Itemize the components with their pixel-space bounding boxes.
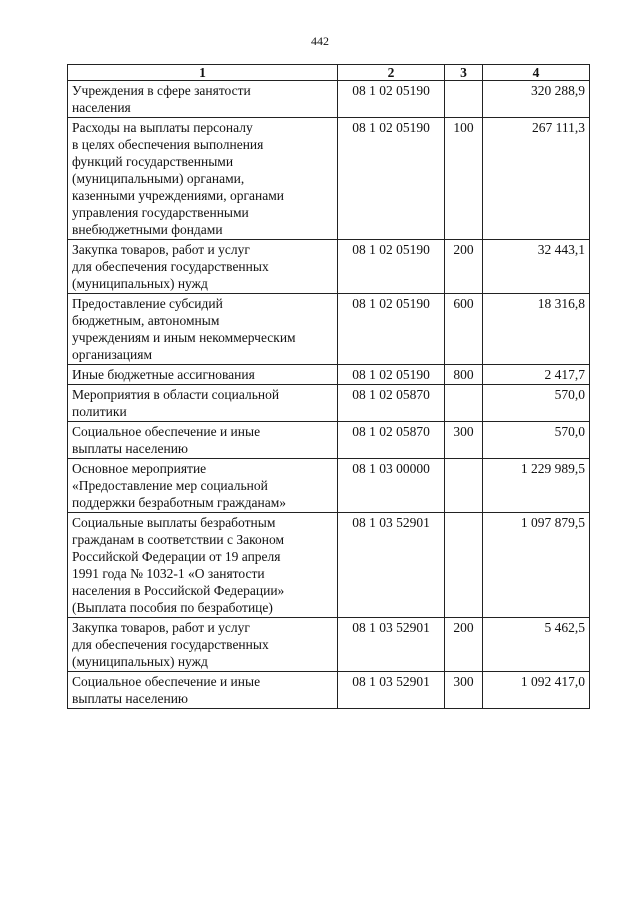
table-row <box>68 81 590 118</box>
column-header-2: 2 <box>338 65 445 81</box>
row-vr-cell: 600 <box>445 294 483 365</box>
row-name-cell: Социальное обеспечение и иные выплаты населению <box>68 672 338 709</box>
row-vr-cell <box>445 81 483 118</box>
row-vr-cell <box>445 513 483 618</box>
column-header-3: 3 <box>445 65 483 81</box>
row-code-cell: 08 1 02 05190 <box>338 81 445 118</box>
table-row <box>68 459 590 513</box>
row-vr-cell: 200 <box>445 618 483 672</box>
row-name-cell: Учреждения в сфере занятости населения <box>68 81 338 118</box>
row-amount-cell: 1 092 417,0 <box>483 672 590 709</box>
row-name-cell: Иные бюджетные ассигнования <box>68 365 338 385</box>
table-row <box>68 422 590 459</box>
table-header-row <box>68 65 590 81</box>
row-code-cell: 08 1 03 00000 <box>338 459 445 513</box>
row-vr-cell: 300 <box>445 672 483 709</box>
row-vr-cell: 200 <box>445 240 483 294</box>
row-code-cell: 08 1 02 05190 <box>338 240 445 294</box>
row-name-cell: Социальные выплаты безработным гражданам в соответствии с Законом Российской Федерации от 19 апреля 1991 года № 1032-1 «О занятости населения в Российской Федерации» (Выплата пособия по безработице) <box>68 513 338 618</box>
row-code-cell: 08 1 02 05190 <box>338 294 445 365</box>
row-code-cell: 08 1 02 05870 <box>338 422 445 459</box>
row-amount-cell: 18 316,8 <box>483 294 590 365</box>
row-amount-cell: 1 097 879,5 <box>483 513 590 618</box>
row-vr-cell: 300 <box>445 422 483 459</box>
row-amount-cell: 570,0 <box>483 385 590 422</box>
table-row <box>68 672 590 709</box>
table-row <box>68 385 590 422</box>
table-row <box>68 118 590 240</box>
budget-table <box>67 64 590 709</box>
row-amount-cell: 320 288,9 <box>483 81 590 118</box>
row-amount-cell: 32 443,1 <box>483 240 590 294</box>
column-header-1: 1 <box>68 65 338 81</box>
row-vr-cell <box>445 459 483 513</box>
row-name-cell: Основное мероприятие «Предоставление мер социальной поддержки безработным гражданам» <box>68 459 338 513</box>
row-name-cell: Социальное обеспечение и иные выплаты населению <box>68 422 338 459</box>
row-vr-cell: 100 <box>445 118 483 240</box>
row-name-cell: Предоставление субсидий бюджетным, автономным учреждениям и иным некоммерческим организациям <box>68 294 338 365</box>
table-row <box>68 240 590 294</box>
page-number: 442 <box>311 34 329 48</box>
row-name-cell: Мероприятия в области социальной политики <box>68 385 338 422</box>
row-vr-cell: 800 <box>445 365 483 385</box>
row-amount-cell: 267 111,3 <box>483 118 590 240</box>
row-code-cell: 08 1 02 05190 <box>338 118 445 240</box>
row-name-cell: Расходы на выплаты персоналу в целях обеспечения выполнения функций государственными (муниципальными) органами, казенными учреждениями, органами управления государственными внебюджетными фондами <box>68 118 338 240</box>
table-row <box>68 365 590 385</box>
row-code-cell: 08 1 03 52901 <box>338 513 445 618</box>
column-header-4: 4 <box>483 65 590 81</box>
row-code-cell: 08 1 03 52901 <box>338 672 445 709</box>
row-amount-cell: 5 462,5 <box>483 618 590 672</box>
table-row <box>68 513 590 618</box>
row-name-cell: Закупка товаров, работ и услуг для обеспечения государственных (муниципальных) нужд <box>68 240 338 294</box>
row-code-cell: 08 1 02 05190 <box>338 365 445 385</box>
row-vr-cell <box>445 385 483 422</box>
table-row <box>68 618 590 672</box>
row-amount-cell: 570,0 <box>483 422 590 459</box>
row-code-cell: 08 1 02 05870 <box>338 385 445 422</box>
row-amount-cell: 1 229 989,5 <box>483 459 590 513</box>
row-code-cell: 08 1 03 52901 <box>338 618 445 672</box>
row-amount-cell: 2 417,7 <box>483 365 590 385</box>
table-row <box>68 294 590 365</box>
row-name-cell: Закупка товаров, работ и услуг для обеспечения государственных (муниципальных) нужд <box>68 618 338 672</box>
